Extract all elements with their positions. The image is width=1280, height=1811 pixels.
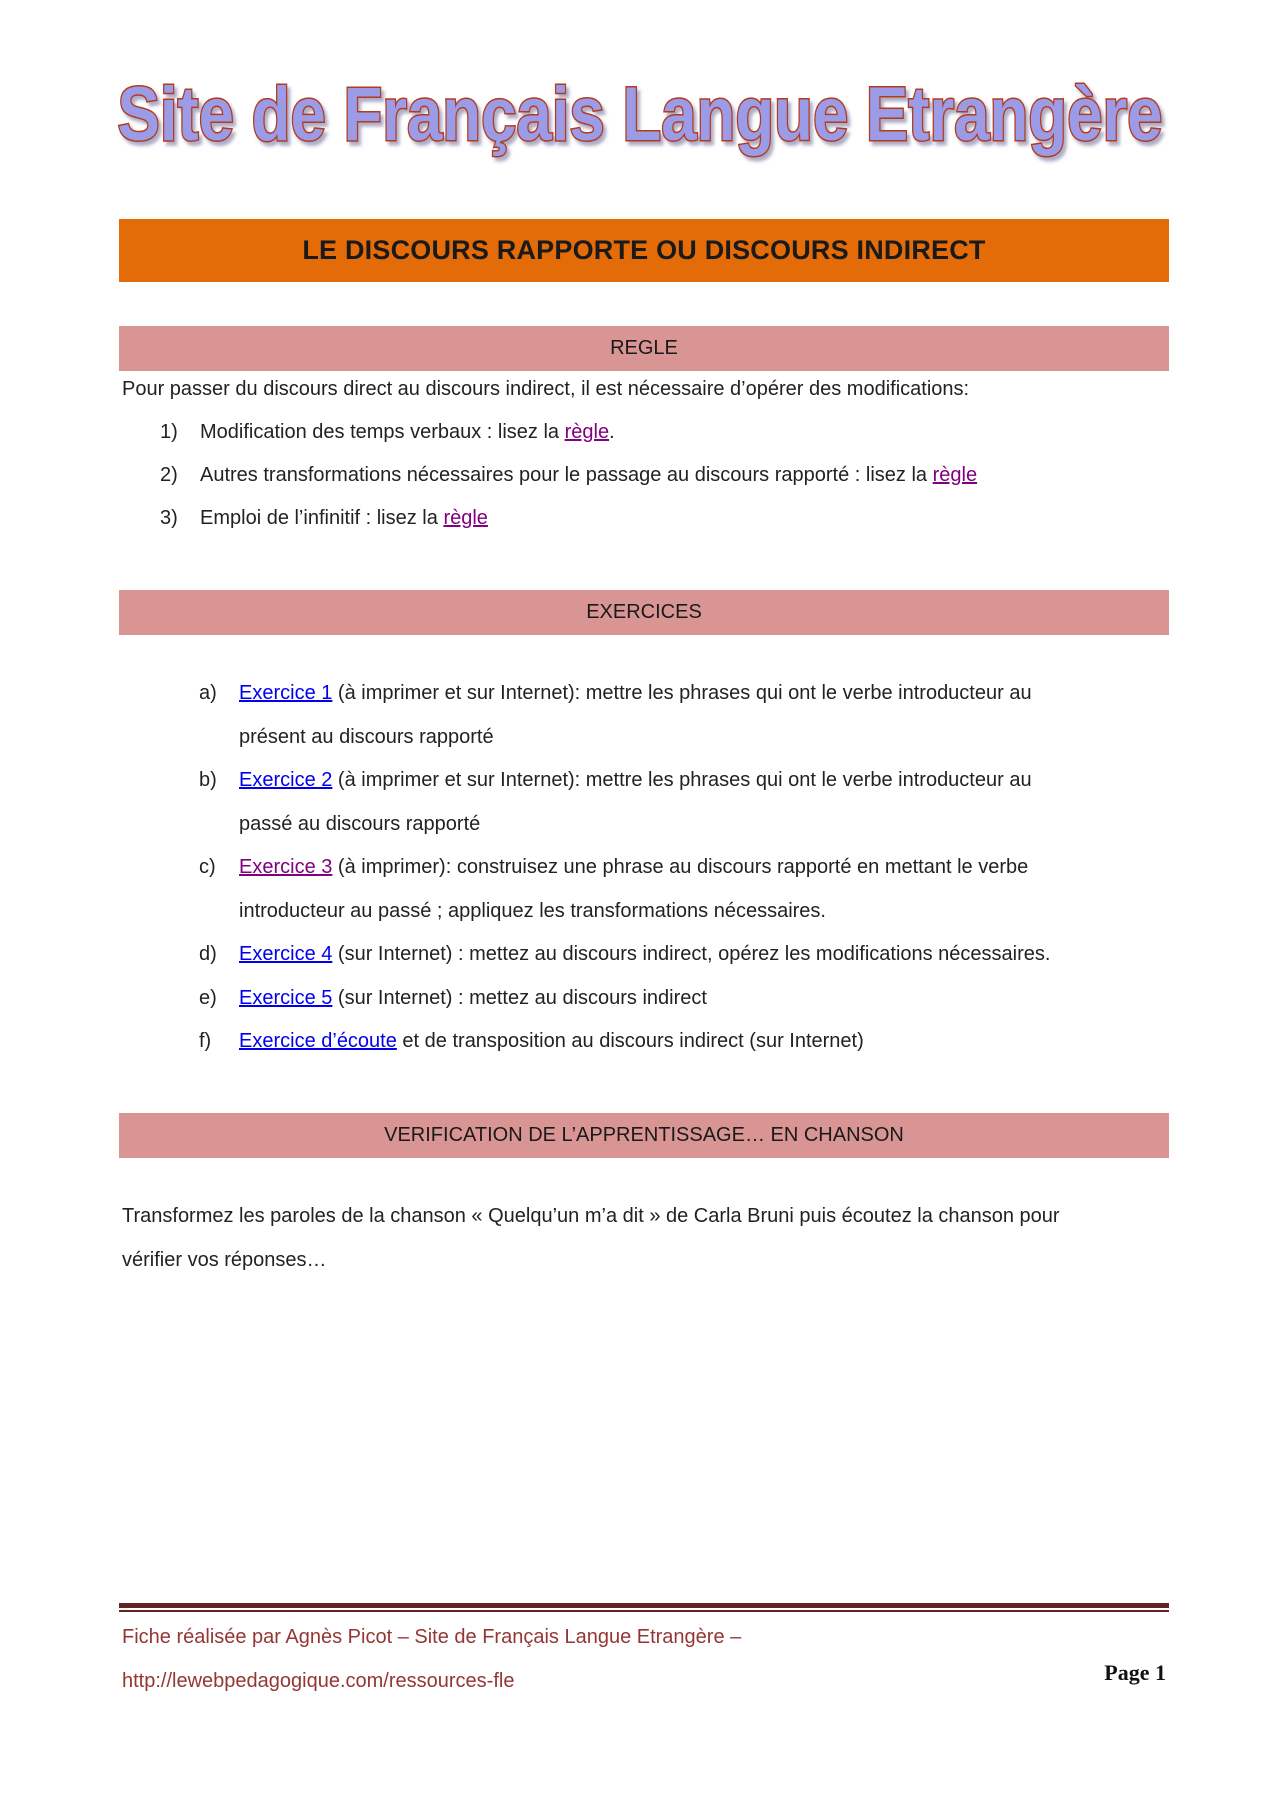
document-title: LE DISCOURS RAPPORTE OU DISCOURS INDIRECT <box>302 235 986 265</box>
regle-link-1[interactable]: règle <box>564 421 610 443</box>
regle-link-3[interactable]: règle <box>443 507 488 529</box>
list-marker: f) <box>199 1030 212 1052</box>
regle-intro: Pour passer du discours direct au discours indirect, il est nécessaire d’opérer des modifications: <box>122 378 970 400</box>
site-header <box>100 48 1180 198</box>
section-heading-verification <box>119 1113 1169 1158</box>
site-title: Site de Français Langue Etrangère <box>117 72 1163 157</box>
list-marker: e) <box>199 987 217 1009</box>
list-text: Emploi de l’infinitif : lisez la <box>200 507 444 529</box>
footer-url: http://lewebpedagogique.com/ressources-fle <box>122 1670 515 1692</box>
exercise-5-link[interactable]: Exercice 5 <box>239 987 333 1009</box>
list-text: Autres transformations nécessaires pour le passage au discours rapporté : lisez la <box>200 464 933 486</box>
list-marker: 3) <box>160 507 178 529</box>
exercise-text-line2: passé au discours rapporté <box>239 813 481 835</box>
footer-divider-thin <box>119 1610 1169 1612</box>
exercise-1-link[interactable]: Exercice 1 <box>239 682 333 704</box>
list-marker: b) <box>199 769 217 791</box>
section-heading-label: EXERCICES <box>586 601 702 623</box>
list-text-after: . <box>609 421 615 443</box>
list-text: Modification des temps verbaux : lisez la <box>200 421 565 443</box>
section-heading-exercices <box>119 590 1169 635</box>
section-heading-label: REGLE <box>610 337 678 359</box>
exercise-2-link[interactable]: Exercice 2 <box>239 769 333 791</box>
exercise-3-link[interactable]: Exercice 3 <box>239 856 333 878</box>
exercise-4-link[interactable]: Exercice 4 <box>239 943 333 965</box>
list-marker: a) <box>199 682 217 704</box>
verification-text-line2: vérifier vos réponses… <box>122 1249 327 1271</box>
list-marker: 1) <box>160 421 178 443</box>
exercise-text-line2: introducteur au passé ; appliquez les transformations nécessaires. <box>239 900 826 922</box>
list-marker: 2) <box>160 464 178 486</box>
document-title-bar <box>119 219 1169 282</box>
regle-link-2[interactable]: règle <box>932 464 978 486</box>
section-heading-regle <box>119 326 1169 371</box>
footer-divider <box>119 1603 1169 1608</box>
exercise-text: (à imprimer et sur Internet): mettre les phrases qui ont le verbe introducteur au <box>332 682 1032 704</box>
page-number: Page 1 <box>1104 1660 1166 1685</box>
exercise-text: et de transposition au discours indirect (sur Internet) <box>396 1030 864 1052</box>
exercise-text: (sur Internet) : mettez au discours indirect, opérez les modifications nécessaires. <box>332 943 1051 965</box>
list-marker: c) <box>199 856 216 878</box>
section-heading-label: VERIFICATION DE L’APPRENTISSAGE… EN CHANSON <box>384 1124 904 1146</box>
list-marker: d) <box>199 943 217 965</box>
exercise-text: (à imprimer et sur Internet): mettre les phrases qui ont le verbe introducteur au <box>332 769 1032 791</box>
exercise-text-line2: présent au discours rapporté <box>239 726 494 748</box>
verification-text-line1: Transformez les paroles de la chanson « Quelqu’un m’a dit » de Carla Bruni puis écoutez la chanson pour <box>122 1205 1060 1227</box>
exercise-ecoute-link[interactable]: Exercice d’écoute <box>239 1030 397 1052</box>
exercise-text: (à imprimer): construisez une phrase au discours rapporté en mettant le verbe <box>332 856 1029 878</box>
exercise-text: (sur Internet) : mettez au discours indirect <box>332 987 707 1009</box>
footer-credit: Fiche réalisée par Agnès Picot – Site de Français Langue Etrangère – <box>122 1626 742 1648</box>
